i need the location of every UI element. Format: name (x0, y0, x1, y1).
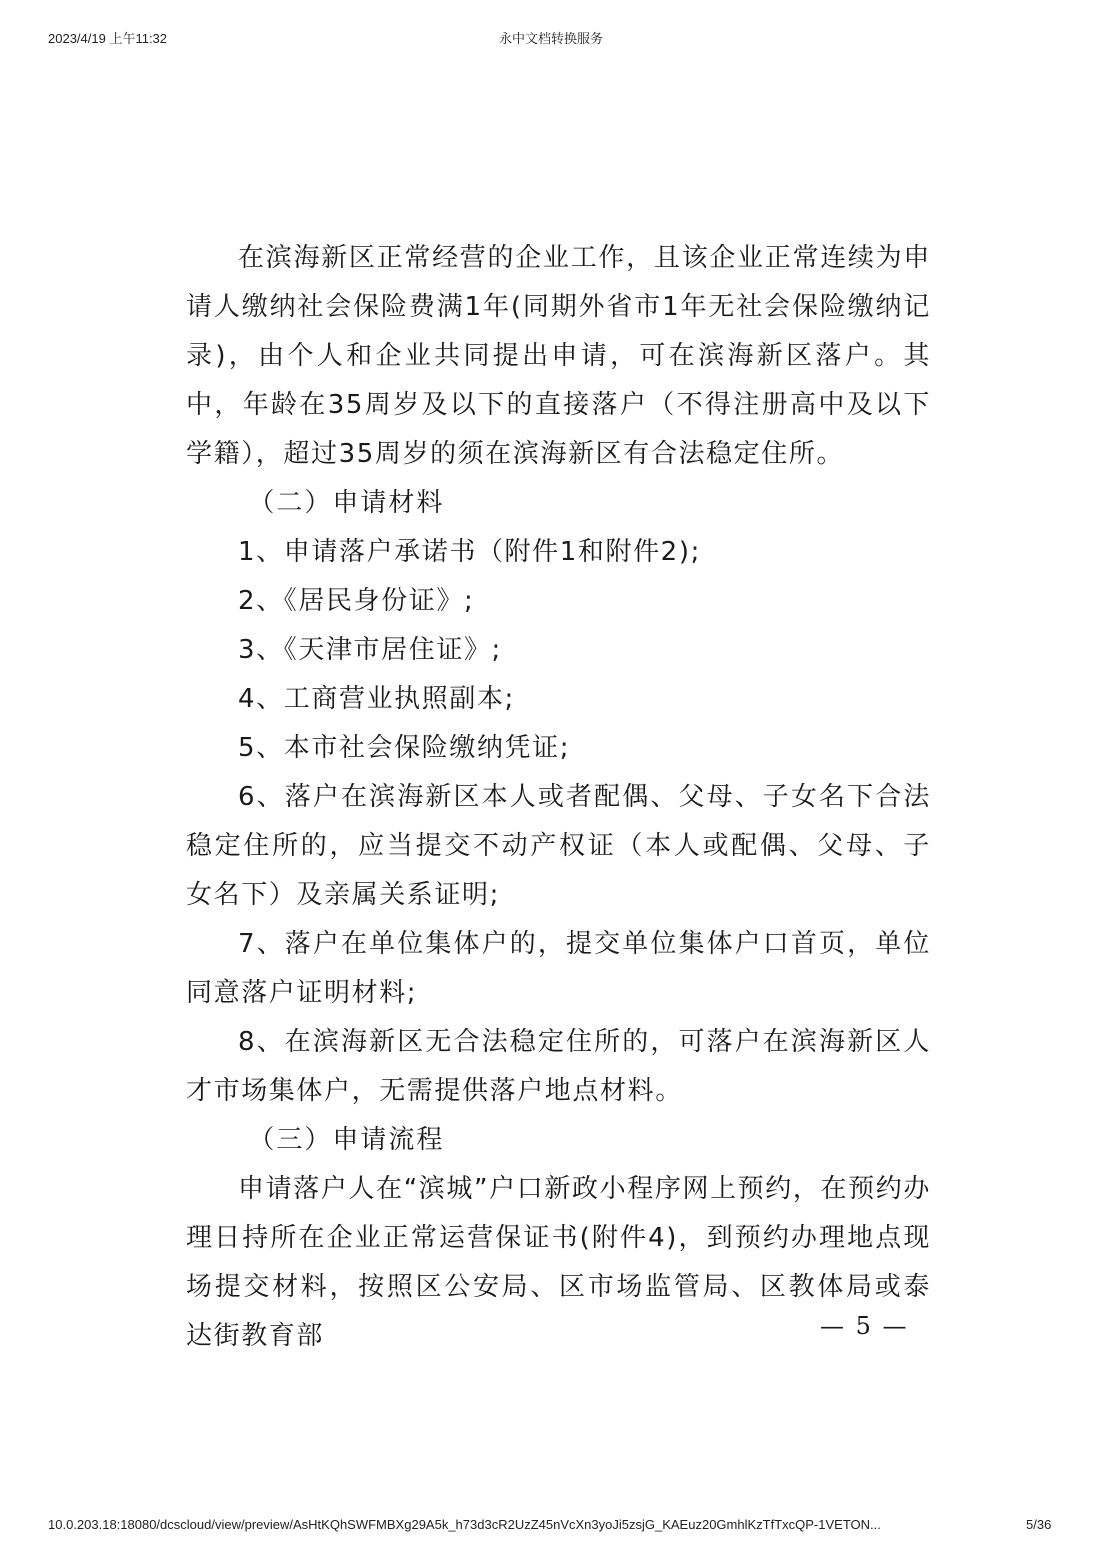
material-item: 5、本市社会保险缴纳凭证; (238, 733, 571, 763)
material-item: 7、落户在单位集体户的，提交单位集体户口首页，单位同意落户证明材料; (186, 929, 931, 1008)
print-footer-page-counter: 5/36 (1026, 1517, 1052, 1532)
intro-paragraph: 在滨海新区正常经营的企业工作，且该企业正常连续为申请人缴纳社会保险费满1年(同期外省市1年无社会保险缴纳记录)，由个人和企业共同提出申请，可在滨海新区落户。其中，年龄在35周岁及以下的直接落户（不得注册高中及以下学籍），超过35周岁的须在滨海新区有合法稳定住所。 (186, 243, 931, 469)
print-header-title: 永中文档转换服务 (498, 32, 603, 47)
page-number: — 5 — (820, 1312, 909, 1340)
material-item: 1、申请落户承诺书（附件1和附件2); (238, 537, 701, 567)
print-footer-url[interactable]: 10.0.203.18:18080/dcscloud/view/preview/AsHtKQhSWFMBXg29A5k_h73d3cR2UzZ45nVcXn3yoJi5zsjG_KAEuz20GmhlKzTfTxcQP-1VETON... (48, 1517, 881, 1532)
material-item: 8、在滨海新区无合法稳定住所的，可落户在滨海新区人才市场集体户，无需提供落户地点材料。 (186, 1027, 931, 1106)
document-body (186, 234, 931, 1361)
material-item: 2、《居民身份证》; (238, 586, 475, 616)
print-header-datetime: 2023/4/19 上午11:32 (48, 31, 168, 46)
material-item: 3、《天津市居住证》; (238, 635, 502, 665)
material-item: 6、落户在滨海新区本人或者配偶、父母、子女名下合法稳定住所的，应当提交不动产权证（本人或配偶、父母、子女名下）及亲属关系证明; (186, 782, 931, 910)
process-paragraph: 申请落户人在“滨城”户口新政小程序网上预约，在预约办理日持所在企业正常运营保证书(附件4)，到预约办理地点现场提交材料，按照区公安局、区市场监管局、区教体局或泰达街教育部 (186, 1174, 931, 1351)
section-heading-process: （三）申请流程 (248, 1125, 445, 1155)
material-item: 4、工商营业执照副本; (238, 684, 515, 714)
section-heading-materials: （二）申请材料 (248, 488, 445, 518)
